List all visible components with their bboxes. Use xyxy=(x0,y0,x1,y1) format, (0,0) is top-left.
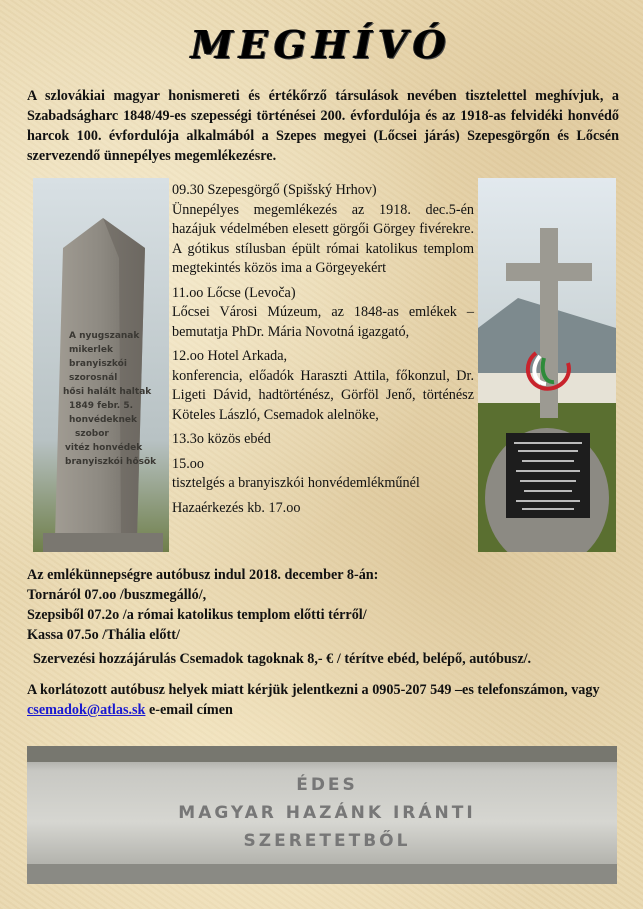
monument-line: 1849 febr. 5. xyxy=(69,401,134,411)
bus-info xyxy=(27,565,627,645)
program-time: 09.30 Szepesgörgő (Spišský Hrhov) xyxy=(172,182,377,198)
engraved-stone-photo xyxy=(27,746,617,884)
monument-line: honvédeknek xyxy=(69,415,137,425)
program-item xyxy=(172,347,474,425)
bus-heading: Az emlékünnepségre autóbusz indul 2018. december 8-án: xyxy=(27,567,379,583)
bus-stop: Tornáról 07.oo /buszmegálló/, xyxy=(27,587,207,603)
contact-text-end: e-email címen xyxy=(145,702,233,718)
contact-info xyxy=(27,680,617,720)
contact-text: A korlátozott autóbusz helyek miatt kérjük jelentkezni a 0905-207 549 –es telefonszámon, vagy xyxy=(27,682,600,698)
monument-line: szobor xyxy=(75,429,109,439)
monument-line: mikerlek xyxy=(69,345,113,355)
program-time: 15.oo xyxy=(172,455,204,472)
program-text: tisztelgés a branyiszkói honvédemlékműnél xyxy=(172,475,420,491)
fee-info: Szervezési hozzájárulás Csemadok tagoknak 8,- € / térítve ebéd, belépő, autóbusz/. xyxy=(33,651,532,667)
right-monument-photo xyxy=(478,178,616,552)
program-item xyxy=(172,181,474,279)
program-item xyxy=(172,499,474,519)
intro-paragraph: A szlovákiai magyar honismereti és értékőrző társulások nevében tisztelettel meghívjuk, a Szabadságharc 1848/49-es szepességi történései 200. évfordulója és az 1918-as felvidéki honvédő harcok 100. évfordulója alkalmából a Szepes megyei (Lőcsei járás) Szepesgörgőn és Lőcsén szervezendő ünnepélyes megemlékezésre. xyxy=(27,88,619,164)
program-list xyxy=(172,181,474,523)
program-time: 12.oo Hotel Arkada, xyxy=(172,348,288,364)
program-text: Lőcsei Városi Múzeum, az 1848-as emlékek – bemutatja PhDr. Mária Novotná igazgató, xyxy=(172,304,474,340)
engraved-line: MAGYAR HAZÁNK IRÁNTI xyxy=(178,803,476,823)
email-link[interactable]: csemadok@atlas.sk xyxy=(27,702,146,718)
program-item xyxy=(172,455,474,494)
bus-stop: Szepsiből 07.2o /a római katolikus templom előtti térről/ xyxy=(27,607,367,623)
bus-stop: Kassa 07.5o /Thália előtt/ xyxy=(27,627,180,643)
monument-line: hősi halált haltak xyxy=(63,387,152,397)
program-text: konferencia, előadók Haraszti Attila, főkonzul, Dr. Ligeti Dávid, hadtörténész, Görföl Jenő, történész Köteles László, Csemadok alelnöke, xyxy=(172,367,474,423)
program-item xyxy=(172,284,474,343)
monument-line: vitéz honvédek xyxy=(65,443,143,453)
engraved-stone-illustration xyxy=(27,746,617,884)
page-title: MEGHÍVÓ xyxy=(190,22,453,67)
program-text: Ünnepélyes megemlékezés az 1918. dec.5-én hazájuk védelmében elesett görgői Görgey fivérekre. A gótikus stílusban épült római katolikus templom megtekintés közös ima a Görgeyekért xyxy=(172,201,474,276)
monument-line: branyiszkói hősök xyxy=(65,457,157,467)
program-item xyxy=(172,430,474,450)
engraved-line: SZERETETBŐL xyxy=(243,831,411,851)
monument-line: szorosnál xyxy=(69,373,118,383)
program-time: Hazaérkezés kb. 17.oo xyxy=(172,499,301,516)
monument-line: A nyugszanak xyxy=(69,331,140,341)
monument-line: branyiszkói xyxy=(69,359,127,369)
engraved-line: ÉDES xyxy=(296,775,358,795)
cross-monument-illustration xyxy=(478,178,616,552)
program-time: 11.oo Lőcse (Levoča) xyxy=(172,284,296,301)
program-time: 13.3o közös ebéd xyxy=(172,431,271,447)
left-monument-photo xyxy=(33,178,169,552)
obelisk-illustration xyxy=(33,178,169,552)
